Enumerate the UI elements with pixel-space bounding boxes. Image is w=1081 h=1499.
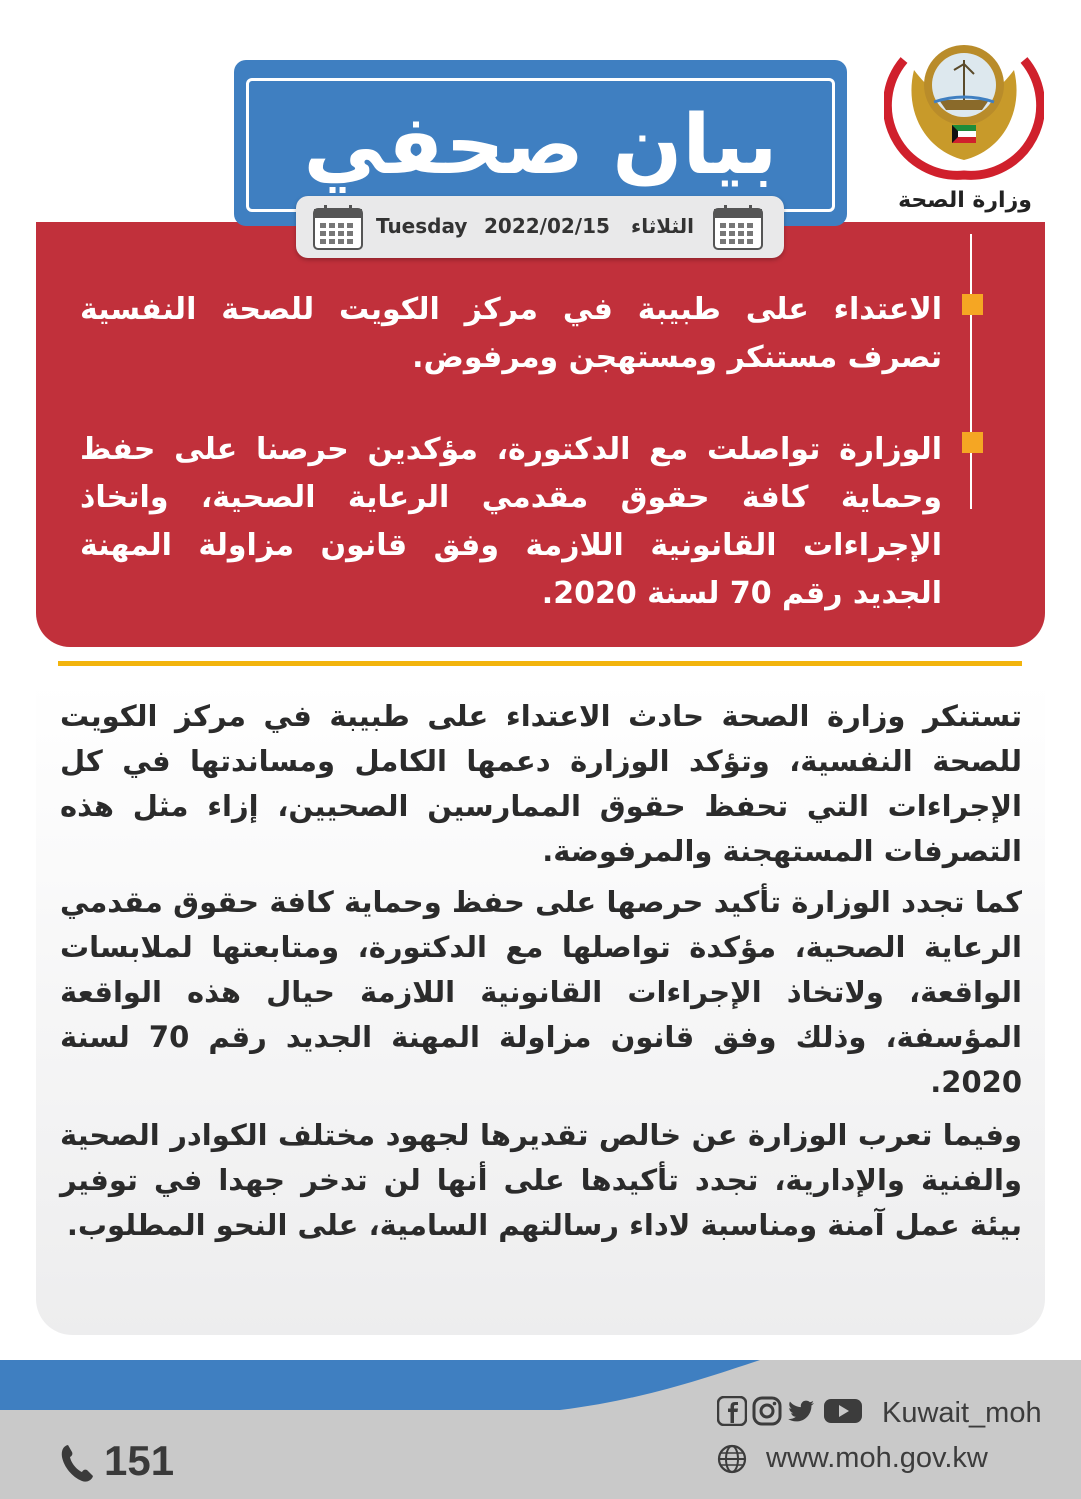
body-paragraph: وفيما تعرب الوزارة عن خالص تقديرها لجهود مختلف الكوادر الصحية والفنية والإدارية، تجدد تأكيدها على أنها لن تدخر جهدا في توفير بيئة عمل آمنة ومناسبة لاداء رسالتهم السامية، على النحو المطلوب.: [60, 1118, 1022, 1242]
hotline-number: 151: [104, 1437, 175, 1484]
date-day-en: Tuesday: [376, 214, 468, 238]
website-link[interactable]: www.moh.gov.kw: [766, 1442, 988, 1474]
section-divider: [58, 661, 1022, 666]
title-frame: [246, 78, 835, 212]
body-paragraph: تستنكر وزارة الصحة حادث الاعتداء على طبيبة في مركز الكويت للصحة النفسية، وتؤكد الوزارة دعمها الكامل ومساندتها في كل الإجراءات التي تحفظ حقوق الممارسين الصحيين، إزاء مثل هذه التصرفات المستهجنة والمرفوضة.: [60, 699, 1022, 868]
calendar-icon: [312, 203, 364, 251]
highlight-item: الوزارة تواصلت مع الدكتورة، مؤكدين حرصنا على حفظ وحماية كافة حقوق مقدمي الرعاية الصحية، واتخاذ الإجراءات القانونية اللازمة وفق قانون مزاولة المهنة الجديد رقم 70 لسنة 2020.: [80, 432, 942, 611]
youtube-icon[interactable]: [823, 1396, 863, 1426]
bullet-marker: [962, 294, 983, 315]
bullet-marker: [962, 432, 983, 453]
highlight-item: الاعتداء على طبيبة في مركز الكويت للصحة النفسية تصرف مستنكر ومستهجن ومرفوض.: [80, 292, 942, 375]
date-bar: [296, 196, 784, 258]
date-value: 2022/02/15: [484, 214, 610, 238]
ministry-name: وزارة الصحة: [898, 188, 1032, 213]
facebook-icon[interactable]: [717, 1396, 747, 1426]
instagram-icon[interactable]: [752, 1396, 782, 1426]
ministry-emblem-logo: [884, 30, 1044, 180]
social-handle[interactable]: Kuwait_moh: [882, 1397, 1042, 1429]
date-day-ar: الثلاثاء: [631, 214, 694, 238]
globe-icon: [717, 1444, 747, 1474]
bullet-divider: [970, 234, 972, 509]
calendar-icon: [712, 203, 764, 251]
page-title: بيان صحفي: [303, 97, 778, 193]
twitter-icon[interactable]: [786, 1396, 816, 1426]
body-paragraph: كما تجدد الوزارة تأكيد حرصها على حفظ وحماية كافة حقوق مقدمي الرعاية الصحية، مؤكدة تواصلها مع الدكتورة، ومتابعتها لملابسات الواقعة، ولاتخاذ الإجراءات القانونية اللازمة حيال هذه الواقعة المؤسفة، وذلك وفق قانون مزاولة المهنة الجديد رقم 70 لسنة 2020.: [60, 885, 1022, 1099]
phone-icon: [60, 1443, 94, 1483]
